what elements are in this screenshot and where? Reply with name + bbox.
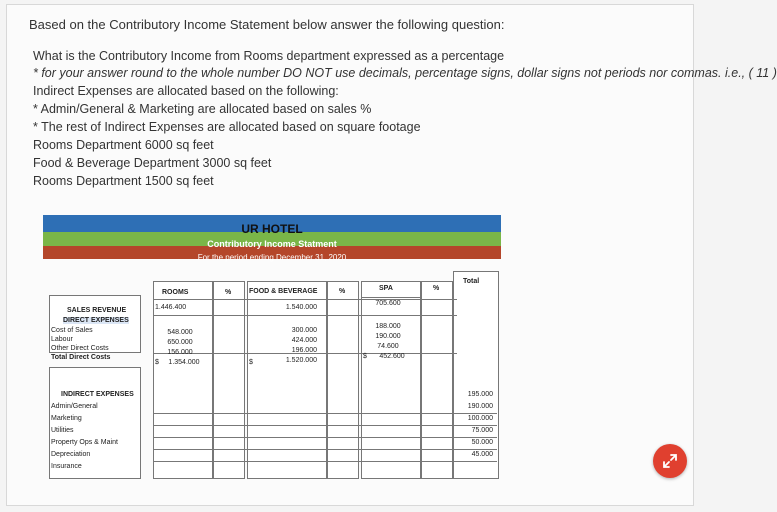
rooms-direct-labour: 650.000	[167, 339, 193, 346]
question-line-6: Rooms Department 6000 sq feet	[33, 138, 214, 152]
spa-sales: 705.600	[375, 300, 401, 307]
question-card	[6, 4, 777, 506]
header-spa: SPA	[379, 285, 393, 292]
expand-arrows-glyph	[662, 453, 678, 469]
indirect-row-property: Property Ops & Maint	[51, 439, 118, 446]
indirect-row-utilities: Utilities	[51, 427, 74, 434]
spa-direct-cost: 188.000	[375, 323, 401, 330]
direct-row-labour: Labour	[51, 336, 73, 343]
statement-table	[49, 271, 499, 481]
direct-row-total: Total Direct Costs	[51, 354, 111, 361]
question-line-4: * Admin/General & Marketing are allocated based on sales %	[33, 102, 372, 116]
header-pct-2: %	[339, 288, 346, 295]
header-pct-3: %	[433, 285, 440, 292]
total-admin: 195.000	[467, 391, 493, 398]
question-line-7: Food & Beverage Department 3000 sq feet	[33, 156, 272, 170]
rooms-sales: 1.446.400	[155, 304, 187, 311]
direct-row-other: Other Direct Costs	[51, 345, 109, 352]
total-marketing: 190.000	[467, 403, 493, 410]
fb-direct-other: 196.000	[291, 347, 317, 354]
fb-direct-cost: 300.000	[291, 327, 317, 334]
fb-direct-total: 1.520.000	[285, 357, 317, 364]
hotel-title: UR HOTEL	[241, 222, 303, 236]
header-pct-1: %	[225, 289, 232, 296]
spa-direct-labour: 190.000	[375, 333, 401, 340]
question-line-1: What is the Contributory Income from Rooms department expressed as a percentage	[33, 49, 505, 63]
fb-sales: 1.540.000	[285, 304, 317, 311]
indirect-row-admin: Admin/General	[51, 403, 98, 410]
direct-row-cost-of-sales: Cost of Sales	[51, 327, 93, 334]
indirect-row-marketing: Marketing	[51, 415, 82, 422]
spa-dollar: $	[363, 353, 367, 360]
total-utilities: 100.000	[467, 415, 493, 422]
statement-title: Contributory Income Statment	[207, 239, 337, 249]
header-food-beverage: FOOD & BEVERAGE	[249, 288, 318, 295]
statement-period: For the period ending December 31, 2020	[197, 253, 347, 262]
total-property: 75.000	[471, 427, 493, 434]
rooms-direct-total: 1.354.000	[168, 359, 200, 366]
question-line-8: Rooms Department 1500 sq feet	[33, 174, 214, 188]
rooms-dollar: $	[155, 359, 159, 366]
question-line-3: Indirect Expenses are allocated based on the following:	[33, 84, 339, 98]
income-statement-image	[43, 215, 501, 485]
direct-expenses-label: DIRECT EXPENSES	[63, 317, 129, 324]
intro-text: Based on the Contributory Income Statement below answer the following question:	[29, 17, 505, 32]
fb-direct-labour: 424.000	[291, 337, 317, 344]
sales-revenue-label: SALES REVENUE	[67, 307, 127, 314]
rooms-direct-cost: 548.000	[167, 329, 193, 336]
total-depreciation: 50.000	[471, 439, 493, 446]
total-insurance: 45.000	[471, 451, 493, 458]
indirect-row-depreciation: Depreciation	[51, 451, 91, 458]
rooms-direct-other: 156.000	[167, 349, 193, 356]
indirect-expenses-label: INDIRECT EXPENSES	[61, 391, 134, 398]
spa-direct-other: 74.600	[377, 343, 399, 350]
question-line-2: * for your answer round to the whole number DO NOT use decimals, percentage signs, dollar signs not periods nor commas. i.e., ( 11 )	[33, 66, 777, 80]
indirect-row-insurance: Insurance	[51, 463, 82, 470]
spa-direct-total: 452.600	[379, 353, 405, 360]
header-total: Total	[463, 278, 480, 285]
fb-dollar: $	[249, 359, 253, 366]
total-column	[453, 271, 499, 479]
question-line-5: * The rest of Indirect Expenses are allocated based on square footage	[33, 120, 421, 134]
expand-arrows-icon[interactable]	[653, 444, 687, 478]
header-rooms: ROOMS	[162, 289, 189, 296]
